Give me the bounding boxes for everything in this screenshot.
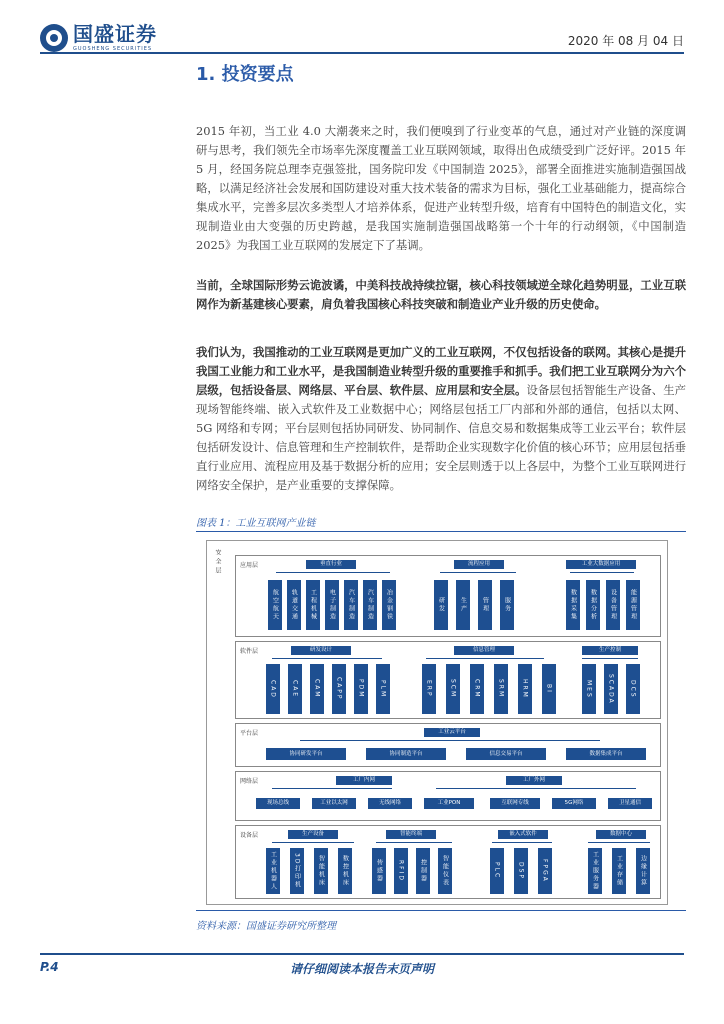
soft-item: CRM [470, 664, 484, 714]
device-item: RFID [394, 848, 408, 894]
soft-group-rd: 研发设计 [291, 646, 351, 655]
report-date: 2020 年 08 月 04 日 [567, 34, 684, 48]
platform-item: 信息交易平台 [466, 748, 546, 760]
app-item: 汽车制造 [363, 580, 377, 630]
figure-top-rule [196, 531, 686, 532]
connector [440, 572, 516, 573]
app-item: 冶金钢铁 [382, 580, 396, 630]
device-item: 智能机床 [314, 848, 328, 894]
app-group-bigdata: 工业大数据应用 [566, 560, 636, 569]
soft-item: SRM [494, 664, 508, 714]
app-group-process: 流程应用 [454, 560, 504, 569]
soft-item: CAPP [332, 664, 346, 714]
header-divider [40, 52, 684, 54]
connector [492, 842, 552, 843]
device-item: FPGA [538, 848, 552, 894]
device-group-datacenter: 数据中心 [596, 830, 646, 839]
app-group-vertical: 垂直行业 [306, 560, 356, 569]
connector [272, 788, 392, 789]
device-item: 工业存储 [612, 848, 626, 894]
connector [276, 572, 390, 573]
soft-item: PLM [376, 664, 390, 714]
device-group-terminal: 智能终端 [386, 830, 436, 839]
paragraph-3 [196, 343, 686, 495]
application-layer-label: 应用层 [240, 562, 259, 569]
device-group-embedded: 嵌入式软件 [498, 830, 548, 839]
app-item: 工程机械 [306, 580, 320, 630]
network-item: 现场总线 [256, 798, 300, 809]
soft-item: BI [542, 664, 556, 714]
figure-source: 资料来源：国盛证券研究所整理 [196, 921, 336, 932]
device-item: 智能仪表 [438, 848, 452, 894]
soft-item: CAM [310, 664, 324, 714]
soft-item: ERP [422, 664, 436, 714]
platform-layer-label: 平台层 [240, 730, 259, 737]
network-group-external: 工厂外网 [506, 776, 562, 785]
network-item: 无线网络 [368, 798, 412, 809]
platform-item: 数据集成平台 [566, 748, 646, 760]
app-item: 数据采集 [566, 580, 580, 630]
app-item: 轨道交通 [287, 580, 301, 630]
connector [436, 788, 636, 789]
network-item: 卫星通信 [608, 798, 652, 809]
device-item: 数控机床 [338, 848, 352, 894]
section-title: 1. 投资要点 [196, 64, 294, 85]
soft-item: PDM [354, 664, 368, 714]
connector [272, 842, 354, 843]
device-item: 控制器 [416, 848, 430, 894]
network-item: 工业以太网 [312, 798, 356, 809]
network-layer-label: 网络层 [240, 778, 259, 785]
app-item: 研发 [434, 580, 448, 630]
platform-top: 工业云平台 [424, 728, 480, 737]
figure-bottom-rule [196, 910, 686, 911]
soft-item: CAD [266, 664, 280, 714]
app-item: 航空航天 [268, 580, 282, 630]
device-layer-label: 设备层 [240, 832, 259, 839]
network-item: 5G网络 [552, 798, 596, 809]
connector [300, 740, 600, 741]
app-item: 汽车制造 [344, 580, 358, 630]
soft-group-info: 信息管理 [454, 646, 514, 655]
connector [582, 658, 638, 659]
network-group-internal: 工厂内网 [336, 776, 392, 785]
disclaimer-note: 请仔细阅读本报告末页声明 [289, 962, 434, 976]
connector [272, 658, 382, 659]
page-number: P.4 [40, 960, 59, 974]
app-item: 管理 [478, 580, 492, 630]
security-layer-label: 安全层 [214, 549, 221, 576]
app-item: 生产 [456, 580, 470, 630]
soft-item: HRM [518, 664, 532, 714]
app-item: 设备管理 [606, 580, 620, 630]
platform-layer [235, 723, 661, 767]
device-item: 3D打印机 [290, 848, 304, 894]
footer-divider [40, 953, 684, 955]
industry-chain-diagram [206, 540, 668, 905]
device-item: DSP [514, 848, 528, 894]
application-layer [235, 555, 661, 637]
soft-item: MES [582, 664, 596, 714]
soft-item: CAE [288, 664, 302, 714]
device-layer [235, 825, 661, 899]
device-item: 工业服务器 [588, 848, 602, 894]
paragraph-3-lead: 我们认为，我国推动的工业互联网是更加广义的工业互联网，不仅包括设备的联网。其核心是提升我国工业能力和工业水平，是我国制造业转型升级的重要推手和抓手。我们把工业互联网分为六个层级，包括设备层、网络层、平台层、软件层、应用层和安全层。 [196, 345, 686, 397]
brand-name: 国盛证券 [73, 22, 157, 46]
page-header [40, 14, 684, 50]
connector [376, 842, 452, 843]
paragraph-2: 当前，全球国际形势云诡波谲，中美科技战持续拉锯，核心科技领域逆全球化趋势明显，工业互联网作为新基建核心要素，肩负着我国核心科技突破和制造业产业升级的历史使命。 [196, 278, 686, 311]
paragraph-3-body: 设备层包括智能生产设备、生产现场智能终端、嵌入式软件及工业数据中心；网络层包括工厂内部和外部的通信，包括以太网、5G 网络和专网；平台层则包括协同研发、协同制作、信息交易和数据集成等工业云平台；软件层包括研发设计、信息管理和生产控制软件，是帮助企业实现数字化价值的核心环节；应用层包括垂直行业应用、流程应用及基于数据分析的应用；安全层则透于以上各层中，为整个工业互联网进行网络安全保护，是产业重要的支撑保障。 [196, 383, 686, 492]
platform-item: 协同制造平台 [366, 748, 446, 760]
paragraph-1: 2015 年初，当工业 4.0 大潮袭来之时，我们便嗅到了行业变革的气息，通过对产业链的深度调研与思考，我们领先全市场率先深度覆盖工业互联网领域，取得出色成绩受到广泛好评。2015 年 5 月，经国务院总理李克强签批，国务院印发《中国制造 2025》，部署全面推进实施制造强国战略，以满足经济社会发展和国防建设对重大技术装备的需求为目标，强化工业基础能力，提高综合集成水平，完善多层次多类型人才培养体系，促进产业转型升级，培育有中国特色的制造文化，实现制造业由大变强的历史跨越，是我国实施制造强国战略第一个十年的行动纲领，《中国制造 2025》为我国工业互联网的发展定下了基调。 [196, 124, 686, 252]
soft-item: SCM [446, 664, 460, 714]
app-item: 能源管理 [626, 580, 640, 630]
network-layer [235, 771, 661, 821]
connector [570, 572, 634, 573]
device-group-production: 生产设备 [288, 830, 338, 839]
platform-item: 协同研发平台 [266, 748, 346, 760]
device-item: PLC [490, 848, 504, 894]
connector [426, 658, 544, 659]
brand-subtitle: GUOSHENG SECURITIES [73, 46, 153, 52]
device-item: 传感器 [372, 848, 386, 894]
soft-item: DCS [626, 664, 640, 714]
device-item: 边缘计算 [636, 848, 650, 894]
soft-item: SCADA [604, 664, 618, 714]
app-item: 数据分析 [586, 580, 600, 630]
software-layer [235, 641, 661, 719]
app-item: 电子制造 [325, 580, 339, 630]
software-layer-label: 软件层 [240, 648, 259, 655]
network-item: 互联网专线 [490, 798, 540, 809]
soft-group-control: 生产控制 [582, 646, 638, 655]
figure-title: 图表 1：工业互联网产业链 [196, 518, 316, 529]
logo-icon [40, 24, 68, 52]
connector [588, 842, 650, 843]
network-item: 工业PON [424, 798, 474, 809]
app-item: 服务 [500, 580, 514, 630]
device-item: 工业机器人 [266, 848, 280, 894]
brand-logo [40, 20, 157, 56]
